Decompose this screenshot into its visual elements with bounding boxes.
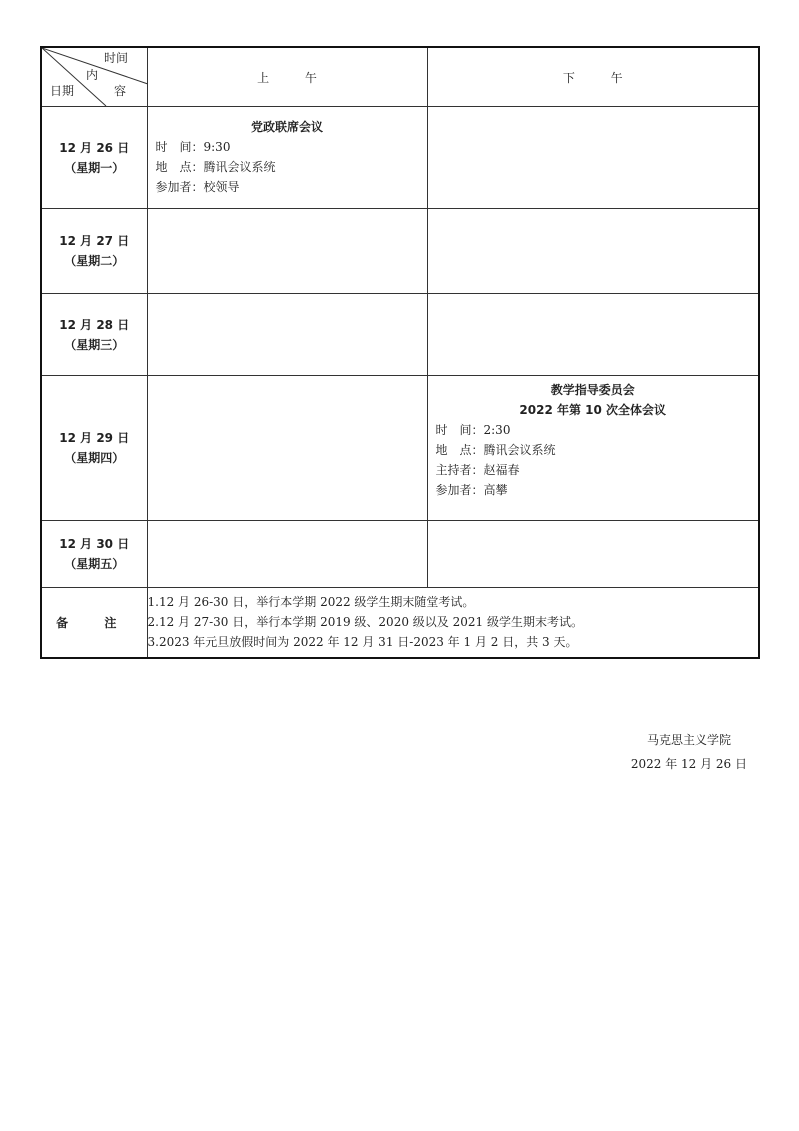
note-item: 3.2023 年元旦放假时间为 2022 年 12 月 31 日-2023 年 1 月 2 日，共 3 天。: [147, 635, 578, 650]
date-cell: 12 月 29 日 （星期四）: [41, 376, 147, 521]
afternoon-cell: [427, 294, 759, 376]
afternoon-cell: [427, 521, 759, 588]
notes-row: [41, 588, 759, 658]
meeting-block: 教学指导委员会 2022 年第 10 次全体会议 时 间：2:30 地 点：腾讯会议系统 主持者：赵福春 参加者：高攀: [428, 376, 759, 506]
date-cell: 12 月 26 日 （星期一）: [41, 107, 147, 209]
morning-cell: [147, 294, 427, 376]
meeting-block: 党政联席会议 时 间：9:30 地 点：腾讯会议系统 参加者：校领导: [148, 107, 427, 203]
note-item: 2.12 月 27-30 日，举行本学期 2019 级、2020 级以及 2021 级学生期末考试。: [147, 615, 583, 630]
afternoon-cell: [427, 107, 759, 209]
notes-cell: [147, 588, 759, 658]
afternoon-cell: [427, 209, 759, 294]
morning-cell: [147, 209, 427, 294]
header-row: [41, 47, 759, 107]
corner-content-label: 内: [86, 68, 99, 82]
meeting-title: 党政联席会议: [250, 120, 323, 134]
corner-date-label: 日期: [50, 84, 75, 98]
morning-header: 上 午: [147, 47, 427, 107]
afternoon-header: 下 午: [427, 47, 759, 107]
day-row: [41, 294, 759, 376]
issue-date: 2022 年 12 月 26 日: [630, 757, 747, 771]
day-row: [41, 107, 759, 209]
morning-cell: [147, 376, 427, 521]
note-item: 1.12 月 26-30 日，举行本学期 2022 级学生期末随堂考试。: [147, 595, 475, 610]
corner-time-label: 时间: [104, 51, 129, 65]
meeting-subtitle: 2022 年第 10 次全体会议: [519, 403, 667, 417]
day-row: [41, 521, 759, 588]
diagonal-header-cell: [41, 47, 147, 107]
date-cell: 12 月 30 日 （星期五）: [41, 521, 147, 588]
issuing-organization: 马克思主义学院: [646, 733, 731, 747]
morning-cell: [147, 521, 427, 588]
footer-signature: [631, 728, 747, 776]
meeting-title: 教学指导委员会: [550, 383, 635, 397]
afternoon-cell: [427, 376, 759, 521]
day-row: [41, 209, 759, 294]
morning-cell: [147, 107, 427, 209]
corner-content-label-2: 容: [114, 84, 127, 98]
schedule-table: [40, 46, 760, 659]
date-cell: 12 月 27 日 （星期二）: [41, 209, 147, 294]
day-row: [41, 376, 759, 521]
date-cell: 12 月 28 日 （星期三）: [41, 294, 147, 376]
notes-label: 备 注: [41, 588, 147, 658]
